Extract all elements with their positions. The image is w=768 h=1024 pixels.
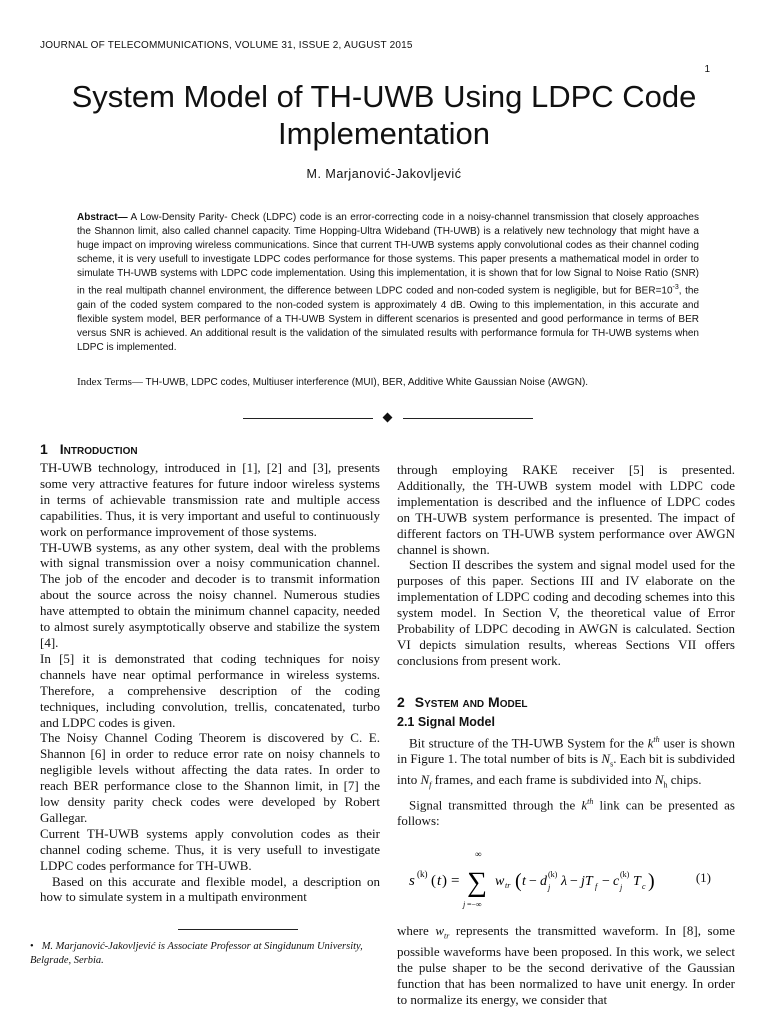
equation-1-number: (1) xyxy=(695,869,711,885)
abstract xyxy=(77,211,699,355)
diamond-icon xyxy=(383,413,393,423)
math-k: k xyxy=(581,797,588,813)
svg-text:T: T xyxy=(633,873,641,889)
footnote-text: M. Marjanović-Jakovljević is Associate Professor at Singidunum University, Belgrade, Serbia. xyxy=(30,941,363,966)
svg-text:c: c xyxy=(613,873,620,889)
signal-model-paragraph-3 xyxy=(397,923,735,1008)
math-w: w xyxy=(435,922,444,938)
svg-text:j: j xyxy=(620,882,623,892)
journal-header: JOURNAL OF TELECOMMUNICATIONS, VOLUME 31, ISSUE 2, AUGUST 2015 xyxy=(40,40,413,51)
math-sub-tr: tr xyxy=(444,931,450,941)
footnote-bullet: • xyxy=(30,941,34,952)
index-terms-label: Index Terms— xyxy=(77,376,143,388)
intro-paragraph-6: Based on this accurate and flexible model, a description on how to simulate system in a multipath environment xyxy=(40,873,380,905)
svg-text:(k): (k) xyxy=(620,869,630,879)
intro-paragraph-2: TH-UWB systems, as any other system, deal with the problems with signal transmission over a noisy communication channel. The job of the encoder and decoder is to transmit information about the source across the noisy channel. Numerous studies have attempted to obtain the minimum channel capacity, needed to almost surely asymptotically observe and stabilize the system [4]. xyxy=(40,539,380,650)
footnote xyxy=(30,940,380,968)
svg-text:s: s xyxy=(409,872,415,889)
footnote-rule xyxy=(178,929,298,930)
abstract-text: A Low-Density Parity- Check (LDPC) code is an error-correcting code in a noisy-channel transmission that closely approaches the Shannon limit, also called channel capacity. Time Hopping-Ultra Wideband (TH-UWB) is a relatively new technology that might have a huge impact on improving wireless communications. Since that current TH-UWB systems apply convolutional codes as their channel coding scheme, it is very usefull to investigate LDPC codes performance for those systems. This paper presents a mathematical model in order to simulate TH-UWB systems with LDPC code implementation. Using this implementation, it is shown that for low Signal to Noise Ratio (SNR) in the real multipath channel environment, the difference between LDPC coded and non-coded system is negligible, but for BER=10 xyxy=(77,212,699,297)
svg-text:): ) xyxy=(442,872,447,889)
svg-text:(k): (k) xyxy=(548,869,558,879)
svg-text:f: f xyxy=(595,881,598,891)
text-run: Signal transmitted through the xyxy=(409,797,582,813)
text-run: frames, and each frame is subdivided into xyxy=(431,772,655,788)
section-1-heading xyxy=(40,441,138,457)
equation-1-formula xyxy=(405,843,675,917)
math-sub-s: s xyxy=(610,759,614,769)
text-run: . Each bit is subdivided into xyxy=(397,750,735,788)
section-1-number: 1 xyxy=(40,441,48,457)
section-2-number: 2 xyxy=(397,693,405,710)
abstract-text-2: , the gain of the coded system compared to the non-coded system is approximately 4 dB. Owing to this implementation, in this accurate and flexible system model, BER performance of a TH-UWB System in different scenarios is presented and good performance in terms of BER versus SNR is achieved. An additional result is the validation of the simulated results with performance formula for TH-UWB systems when LDPC is implemented. xyxy=(77,285,699,354)
svg-text:−: − xyxy=(529,873,537,889)
svg-text:j: j xyxy=(548,882,551,892)
text-run: where xyxy=(397,922,436,938)
intro-paragraph-8: Section II describes the system and signal model used for the purposes of this paper. Sections III and IV elaborate on the implementation of LDPC coding and decoding schemes into this system model. In Section V, the theoretical value of Error Probability of LDPC decoding in AWGN is calculated. Section VI depicts simulation results, whereas Sections VII offers conclusions from present work. xyxy=(397,557,735,668)
separator-line-left xyxy=(243,418,373,419)
page-number: 1 xyxy=(704,64,710,75)
signal-model-paragraph-2 xyxy=(397,794,735,829)
svg-text:(: ( xyxy=(431,872,436,889)
author: M. Marjanović-Jakovljević xyxy=(306,167,462,181)
section-1-title: Introduction xyxy=(59,441,138,457)
svg-text:tr: tr xyxy=(505,880,511,890)
intro-paragraph-4: The Noisy Channel Coding Theorem is discovered by C. E. Shannon [6] in order to reduce error rate on noisy channels to negligible levels without affecting the data rates. In order to reach BER performance close to the Shannon limit, in [7] the low density parity check codes were developed by Robert Gallegar. xyxy=(40,730,380,825)
abstract-exponent: -3 xyxy=(672,284,679,292)
svg-text:): ) xyxy=(648,869,655,892)
svg-text:c: c xyxy=(642,881,646,891)
svg-text:−: − xyxy=(570,873,578,889)
paper-title: System Model of TH-UWB Using LDPC Code Implementation xyxy=(71,79,697,151)
svg-text:t: t xyxy=(437,872,442,889)
intro-paragraph-5: Current TH-UWB systems apply convolution codes as their channel coding scheme. Thus, it is very usefull to investigate LDPC codes performance for TH-UWB. xyxy=(40,825,380,873)
column-left xyxy=(40,460,380,905)
math-th: th xyxy=(653,734,660,744)
svg-text:−: − xyxy=(602,873,610,889)
svg-text:=: = xyxy=(451,872,460,889)
index-terms xyxy=(77,376,699,388)
section-2-title: System and Model xyxy=(414,693,528,710)
subsection-2-1-heading: 2.1 Signal Model xyxy=(397,714,495,729)
svg-text:w: w xyxy=(495,873,505,889)
svg-text:λ: λ xyxy=(561,873,568,889)
svg-text:∑: ∑ xyxy=(467,866,487,898)
svg-text:(k): (k) xyxy=(417,868,428,879)
math-sub-f: f xyxy=(429,780,432,790)
svg-text:(: ( xyxy=(515,869,522,892)
separator-line-right xyxy=(403,418,533,419)
text-run: Bit structure of the TH-UWB System for the xyxy=(409,734,648,750)
math-N: N xyxy=(601,750,611,766)
math-sub-h: h xyxy=(663,780,668,790)
svg-text:jT: jT xyxy=(581,873,593,889)
section-separator xyxy=(243,411,533,425)
intro-paragraph-1: TH-UWB technology, introduced in [1], [2] and [3], presents some very attractive features for future indoor wireless systems in terms of achievable transmission rate and multiple access capabilities. Thus, it is very important and useful to continuously work on performance improvement of those systems. xyxy=(40,460,380,539)
svg-text:∞: ∞ xyxy=(475,848,482,859)
text-run: link can be presented as follows: xyxy=(397,797,735,829)
section-2-heading xyxy=(397,695,735,711)
math-k: k xyxy=(647,734,654,750)
text-run: chips. xyxy=(667,772,702,788)
signal-model-paragraph-1 xyxy=(397,732,735,794)
math-th: th xyxy=(587,796,594,806)
text-run: user is shown in Figure 1. The total number of bits is xyxy=(397,734,735,766)
intro-paragraph-7: through employing RAKE receiver [5] is presented. Additionally, the TH-UWB system model with LDPC code implementation is described and the influence of LDPC codes on TH-UWB system performance is presented. The impact of different factors on TH-UWB system performance over AWGN channel is shown. xyxy=(397,462,735,557)
svg-text:d: d xyxy=(540,873,547,889)
intro-paragraph-3: In [5] it is demonstrated that coding techniques for noisy channels have near optimal performance in wireless systems. Therefore, a comprehensive description of the coding techniques, including convolution, trellis, concatenated, turbo and LDPC codes is given. xyxy=(40,650,380,730)
abstract-label: Abstract— xyxy=(77,212,128,223)
text-run: represents the transmitted waveform. In [8], some possible waveforms have been proposed. In this work, we select the pulse shaper to be the second derivative of the Gaussian function that has been normalized to have unit energy. In order to normalize its energy, we consider that xyxy=(397,922,735,1008)
math-N: N xyxy=(654,772,664,788)
svg-text:=−∞: =−∞ xyxy=(467,899,482,909)
column-right xyxy=(397,462,735,1008)
math-N: N xyxy=(420,772,430,788)
index-terms-text: TH-UWB, LDPC codes, Multiuser interference (MUI), BER, Additive White Gaussian Noise (AWGN). xyxy=(142,377,589,388)
equation-1 xyxy=(397,843,735,917)
svg-text:j: j xyxy=(463,899,466,909)
svg-text:t: t xyxy=(522,873,526,889)
